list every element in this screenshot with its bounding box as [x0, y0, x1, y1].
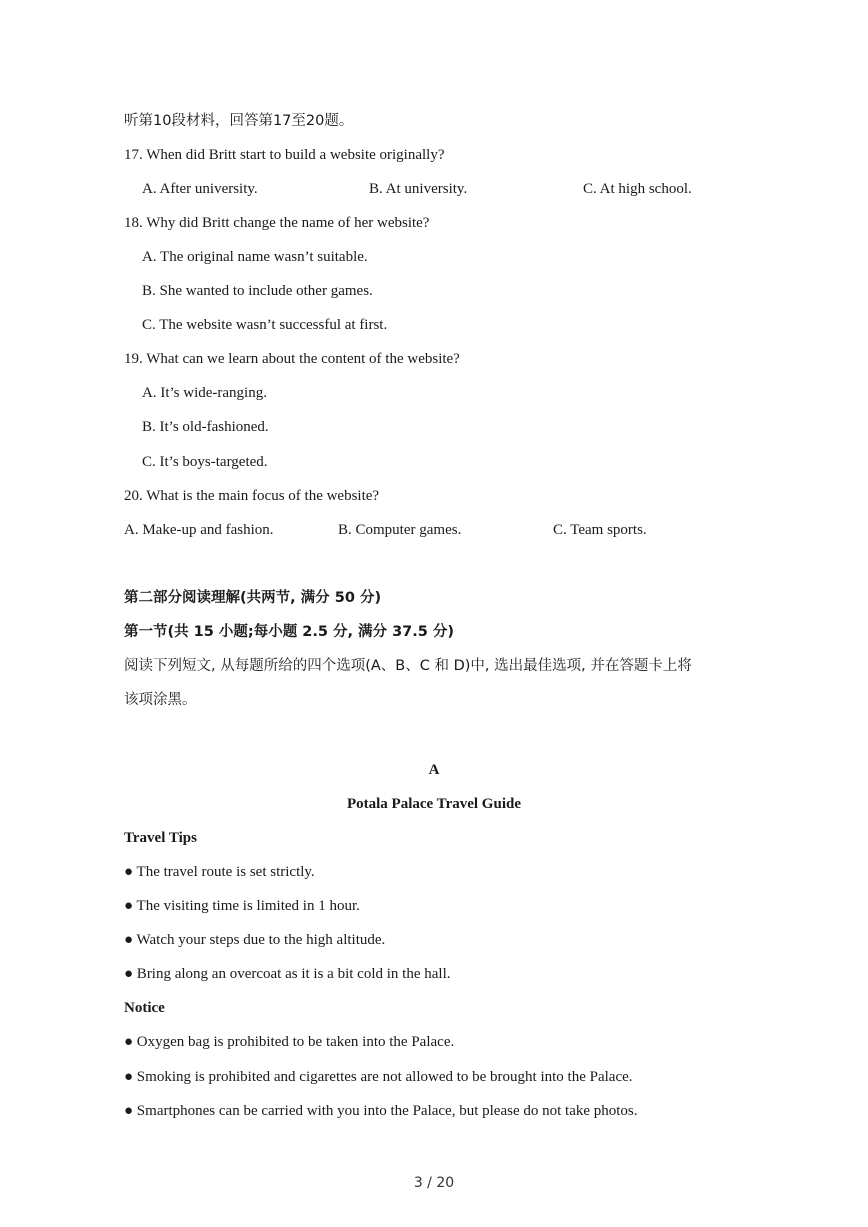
reading-part-title: 第二部分阅读理解(共两节, 满分 50 分)	[124, 590, 382, 606]
notice-heading: Notice	[124, 1000, 165, 1016]
travel-tip-item: ● Bring along an overcoat as it is a bit cold in the hall.	[124, 966, 451, 982]
question-18-option-b: B. She wanted to include other games.	[142, 283, 373, 299]
question-19-option-a: A. It’s wide-ranging.	[142, 385, 267, 401]
listening-instruction: 听第10段材料，回答第17至20题。	[124, 113, 354, 129]
notice-item: ● Oxygen bag is prohibited to be taken into the Palace.	[124, 1034, 455, 1050]
reading-instruction-line2: 该项涂黑。	[124, 692, 197, 708]
travel-tip-item: ● The visiting time is limited in 1 hour.	[124, 898, 360, 914]
question-19-stem: 19. What can we learn about the content of the website?	[124, 351, 460, 367]
question-20-option-c: C. Team sports.	[553, 522, 647, 538]
question-17-option-c: C. At high school.	[583, 181, 692, 197]
page-number: 3 / 20	[413, 1175, 455, 1191]
travel-tip-item: ● Watch your steps due to the high altitude.	[124, 932, 386, 948]
passage-letter: A	[428, 762, 440, 778]
question-18-option-c: C. The website wasn’t successful at first.	[142, 317, 388, 333]
notice-item: ● Smartphones can be carried with you into the Palace, but please do not take photos.	[124, 1103, 638, 1119]
question-20-stem: 20. What is the main focus of the website?	[124, 488, 380, 504]
question-20-option-b: B. Computer games.	[338, 522, 462, 538]
question-18-stem: 18. Why did Britt change the name of her website?	[124, 215, 430, 231]
reading-section-title: 第一节(共 15 小题;每小题 2.5 分, 满分 37.5 分)	[124, 624, 455, 640]
question-17-stem: 17. When did Britt start to build a website originally?	[124, 147, 445, 163]
passage-title: Potala Palace Travel Guide	[346, 796, 521, 812]
question-19-option-b: B. It’s old-fashioned.	[142, 419, 269, 435]
notice-item: ● Smoking is prohibited and cigarettes are not allowed to be brought into the Palace.	[124, 1069, 633, 1085]
reading-instruction-line1: 阅读下列短文, 从每题所给的四个选项(A、B、C 和 D)中, 选出最佳选项, 并在答题卡上将	[124, 658, 692, 674]
question-20-option-a: A. Make-up and fashion.	[124, 522, 274, 538]
travel-tip-item: ● The travel route is set strictly.	[124, 864, 315, 880]
question-19-option-c: C. It’s boys-targeted.	[142, 454, 268, 470]
question-17-option-a: A. After university.	[142, 181, 258, 197]
question-17-option-b: B. At university.	[369, 181, 468, 197]
question-18-option-a: A. The original name wasn’t suitable.	[142, 249, 368, 265]
travel-tips-heading: Travel Tips	[124, 830, 197, 846]
